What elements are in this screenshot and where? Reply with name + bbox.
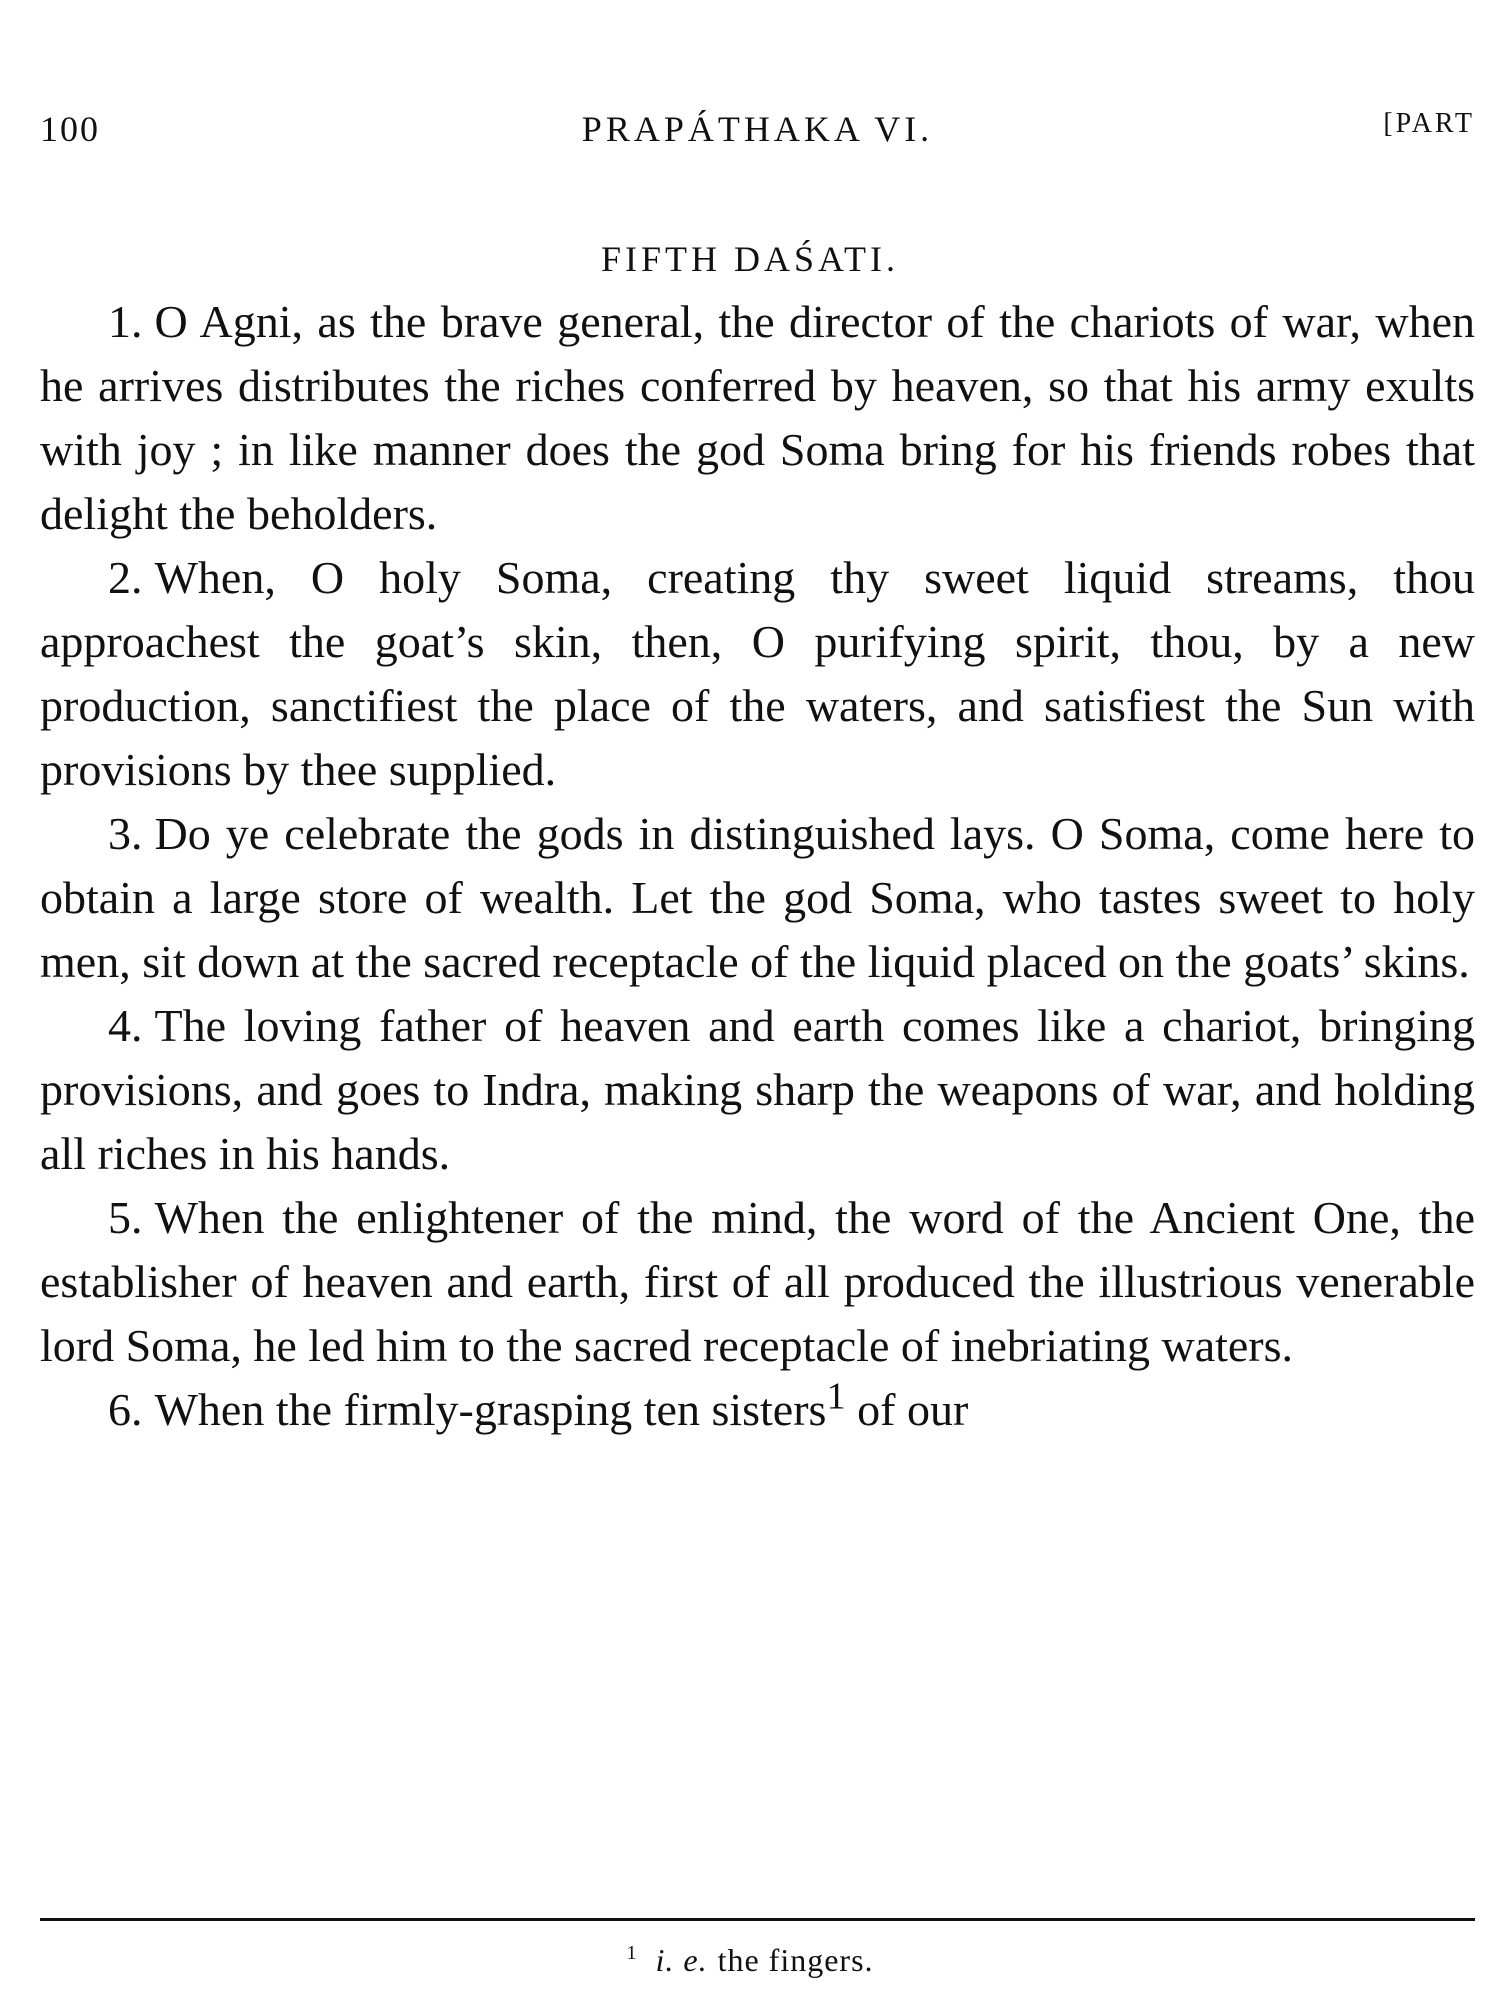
verse-5 — [40, 1186, 1475, 1378]
verse-number: 4. — [108, 1000, 143, 1051]
verse-3 — [40, 802, 1475, 994]
footnote-text: the fingers. — [717, 1942, 874, 1978]
verse-text: O Agni, as the brave general, the director of the chariots of war, when he arrives distributes the riches conferred by heaven, so that his army exults with joy ; in like manner does the god Soma bring for his friends robes that delight the beholders. — [40, 296, 1475, 539]
footnote-marker: 1 — [626, 1942, 638, 1965]
verse-text-continued: of our — [857, 1384, 969, 1435]
verse-4 — [40, 994, 1475, 1186]
verse-number: 6. — [108, 1384, 143, 1435]
running-head — [40, 108, 1475, 158]
verse-text: When, O holy Soma, creating thy sweet liquid streams, thou approachest the goat’s skin, then, O purifying spirit, thou, by a new production, sanctifiest the place of the waters, and satisfiest the Sun with provisions by thee supplied. — [40, 552, 1475, 795]
verse-number: 5. — [108, 1192, 143, 1243]
verse-1 — [40, 290, 1475, 546]
verse-text: When the enlightener of the mind, the word of the Ancient One, the establisher of heaven and earth, first of all produced the illustrious venerable lord Soma, he led him to the sacred receptacle of inebriating waters. — [40, 1192, 1475, 1371]
verse-number: 3. — [108, 808, 143, 859]
section-heading: FIFTH DAŚATI. — [600, 239, 900, 279]
page-number: 100 — [40, 109, 100, 149]
verse-text: When the firmly-grasping ten sisters — [154, 1384, 827, 1435]
verse-text: The loving father of heaven and earth comes like a chariot, bringing provisions, and goes to Indra, making sharp the weapons of war, and holding all riches in his hands. — [40, 1000, 1475, 1179]
verse-number: 2. — [108, 552, 143, 603]
verse-text: Do ye celebrate the gods in distinguished lays. O Soma, come here to obtain a large store of wealth. Let the god Soma, who tastes sweet to holy men, sit down at the sacred receptacle of the liquid placed on the goats’ skins. — [40, 808, 1475, 987]
verse-list — [40, 290, 1475, 1442]
running-title: PRAPÁTHAKA VI. — [581, 109, 934, 149]
verse-6 — [40, 1375, 1475, 1442]
verse-2 — [40, 546, 1475, 802]
footnote-rule — [40, 1918, 1475, 1921]
verse-number: 1. — [108, 296, 143, 347]
footnote-reference: 1 — [826, 1375, 846, 1418]
part-marker: [PART — [1383, 108, 1475, 139]
footnote-abbreviation: i. e. — [655, 1942, 708, 1978]
footnote — [0, 1942, 1500, 1979]
